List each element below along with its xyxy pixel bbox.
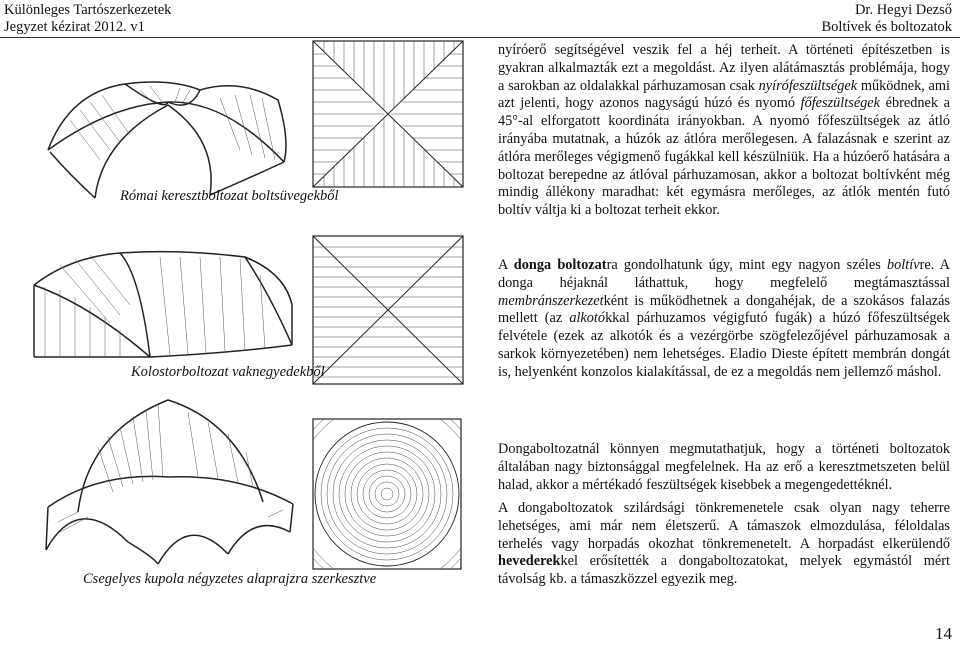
term-arch: boltív [887, 257, 920, 273]
running-header-right [822, 2, 952, 36]
pendentive-dome-plan [312, 418, 462, 570]
document-version: Jegyzet kézirat 2012. v1 [4, 19, 145, 35]
running-header-left [4, 2, 171, 36]
header-rule [0, 37, 960, 38]
course-title: Különleges Tartószerkezetek [4, 2, 172, 18]
paragraph-shear-support: nyíróerő segítségével veszik fel a héj terheit. A történeti építészetben is gyakran alkalmazták ezt a megoldást. Az ilyen alátámasztás problémája, hogy a sarokban az oldalakkal párhuzamosan csak nyírófeszültségek működnek, ami azt jelenti, hogy azonos nagyságú húzó és nyomó főfeszültségek ébrednek a 45°-al elforgatott koordináta irányokban. A nyomó főfeszültségek az átló irányába mutatnak, a húzók az átlóra merőlegesen. A falazásnak e szerint az átlóra merőleges végigmenő fugákkal kell készülniük. Ha a húzóerő hatására a boltozat berepedne az átlóval párhuzamosan, akkor a boltozat boltívként még mindig állékony maradhat: két egymásra merőleges, az átlók mentén futó boltív váltja ki a boltozat terheit ekkor. [498, 42, 950, 219]
figure-caption-cross-vault: Római keresztboltozat boltsüvegekből [120, 188, 339, 204]
cloister-vault-plan [312, 235, 464, 385]
paragraph-failure: A dongaboltozatok szilárdsági tönkremenetele csak olyan nagy teherre lehetséges, ami már nem életszerű. A támaszok elmozdulása, féloldalas terhelés vagy horpadás okozhat tönkremenetelt. A horpadást elkerülendő hevederekkel erősítették a dongaboltozatokat, melyek egymástól mért távolság kb. a támaszközzel egyezik meg. [498, 500, 950, 588]
page-number: 14 [935, 624, 952, 643]
cross-vault-sketch [40, 50, 295, 200]
term-principal-stresses: főfeszültségek [800, 95, 881, 112]
paragraph-safety: Dongaboltozatnál könnyen megmutathatjuk, hogy a történeti boltozatok általában nagy biztonsággal megfelelnek. Ha az erő a keresztmetszeten belül halad, akkor a mértékadó feszültségek kisebbek a megengedettéknél. [498, 441, 950, 493]
term-shear-stresses: nyírófeszültségek [758, 77, 858, 94]
author-name: Dr. Hegyi Dezső [854, 2, 952, 18]
chapter-title: Boltívek és boltozatok [821, 19, 952, 35]
term-ribs: hevederek [498, 553, 561, 570]
figure-caption-pendentive-dome: Csegelyes kupola négyzetes alaprajzra szerkesztve [83, 571, 377, 587]
term-barrel-vault: donga boltozat [513, 257, 607, 273]
paragraph-barrel-vault: A donga boltozatra gondolhatunk úgy, mint egy nagyon széles boltívre. A donga héjaknál láthattuk, hogy megfelelő megtámasztással membránszerkezetként is működhetnek a dongahéjak, de a szokásos falazás mellett (az alkotókkal párhuzamos végigfutó fugák) a húzó főfeszültségek felvétele (ezek az alkotók és a vezérgörbe szögfelezőjével párhuzamosak a sarkok környezetében) nem lehetséges. Eladio Dieste épített membrán dongát is, helyenként konzolos kialakítással, de ez a megoldás nem jellemző máshol. [498, 257, 950, 380]
term-generatrix: alkotó [569, 310, 606, 327]
figure-caption-cloister-vault: Kolostorboltozat vaknegyedekből [131, 364, 325, 380]
cross-vault-plan [312, 40, 464, 188]
pendentive-dome-sketch [38, 392, 300, 567]
term-membrane-structure: membránszerkezet [498, 292, 604, 309]
cloister-vault-sketch [30, 245, 300, 360]
